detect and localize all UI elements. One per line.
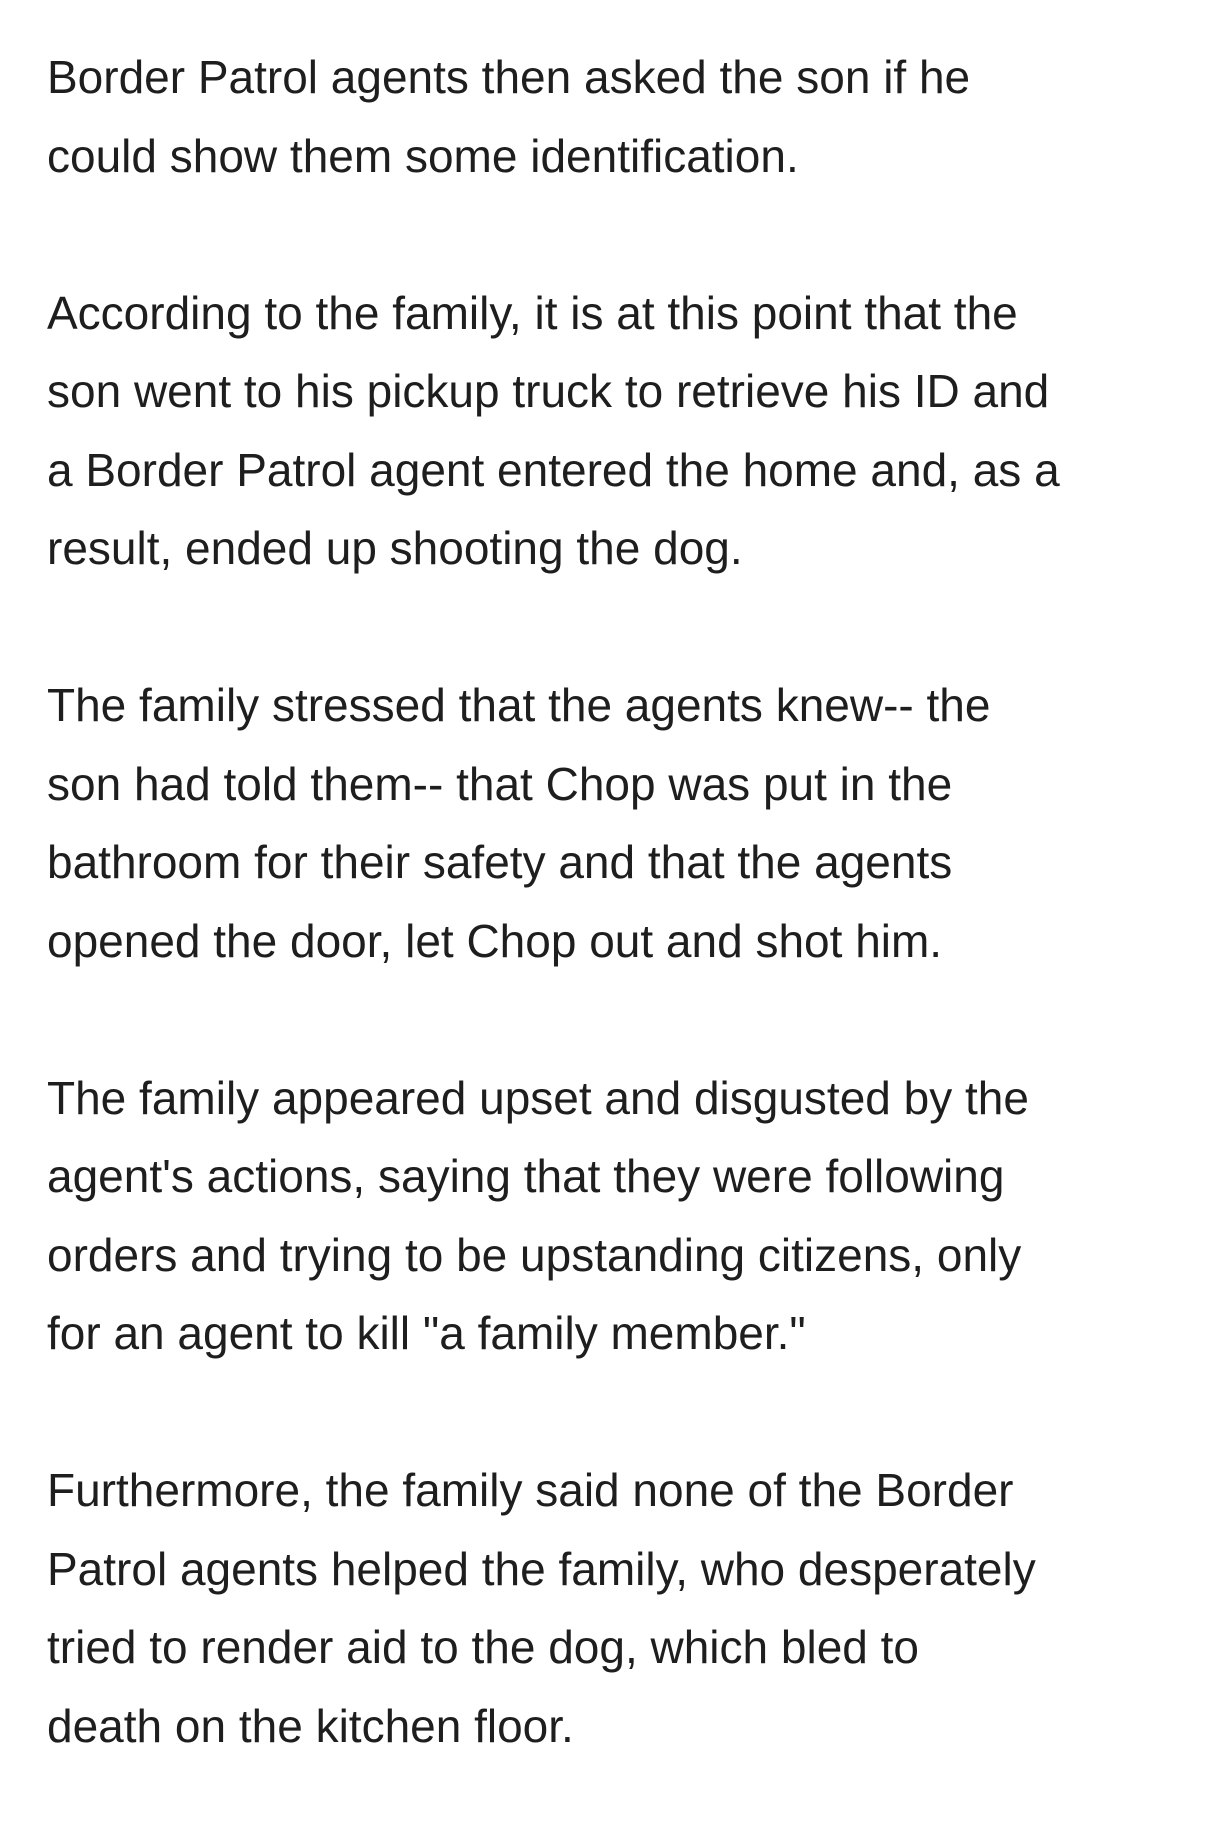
- paragraph-1: [47, 38, 1177, 195]
- paragraph-2: [47, 274, 1177, 588]
- paragraph-line: orders and trying to be upstanding citizens, only: [47, 1228, 1022, 1281]
- paragraph-line: Border Patrol agents then asked the son if he: [47, 51, 971, 103]
- paragraph-line: The family appeared upset and disgusted by the: [47, 1071, 1029, 1124]
- paragraph-line: agent's actions, saying that they were following: [47, 1150, 1005, 1202]
- paragraph-5: [47, 1451, 1177, 1765]
- paragraph-line: for an agent to kill "a family member.": [47, 1307, 806, 1359]
- paragraph-line: tried to render aid to the dog, which bled to: [47, 1621, 920, 1673]
- paragraph-line: opened the door, let Chop out and shot him.: [47, 914, 943, 967]
- paragraph-line: bathroom for their safety and that the agents: [47, 836, 953, 888]
- paragraph-line: According to the family, it is at this point that the: [47, 286, 1018, 339]
- paragraph-line: a Border Patrol agent entered the home and, as a: [47, 443, 1060, 496]
- paragraph-line: son had told them-- that Chop was put in the: [47, 757, 953, 810]
- paragraph-line: son went to his pickup truck to retrieve his ID and: [47, 365, 1050, 417]
- paragraph-line: death on the kitchen floor.: [47, 1699, 574, 1752]
- article-body: [47, 38, 1177, 1765]
- paragraph-line: result, ended up shooting the dog.: [47, 522, 743, 574]
- paragraph-3: [47, 666, 1177, 980]
- paragraph-line: could show them some identification.: [47, 129, 799, 182]
- paragraph-line: The family stressed that the agents knew-- the: [47, 679, 991, 731]
- paragraph-line: Furthermore, the family said none of the Border: [47, 1464, 1014, 1516]
- paragraph-line: Patrol agents helped the family, who desperately: [47, 1542, 1036, 1595]
- paragraph-4: [47, 1059, 1177, 1373]
